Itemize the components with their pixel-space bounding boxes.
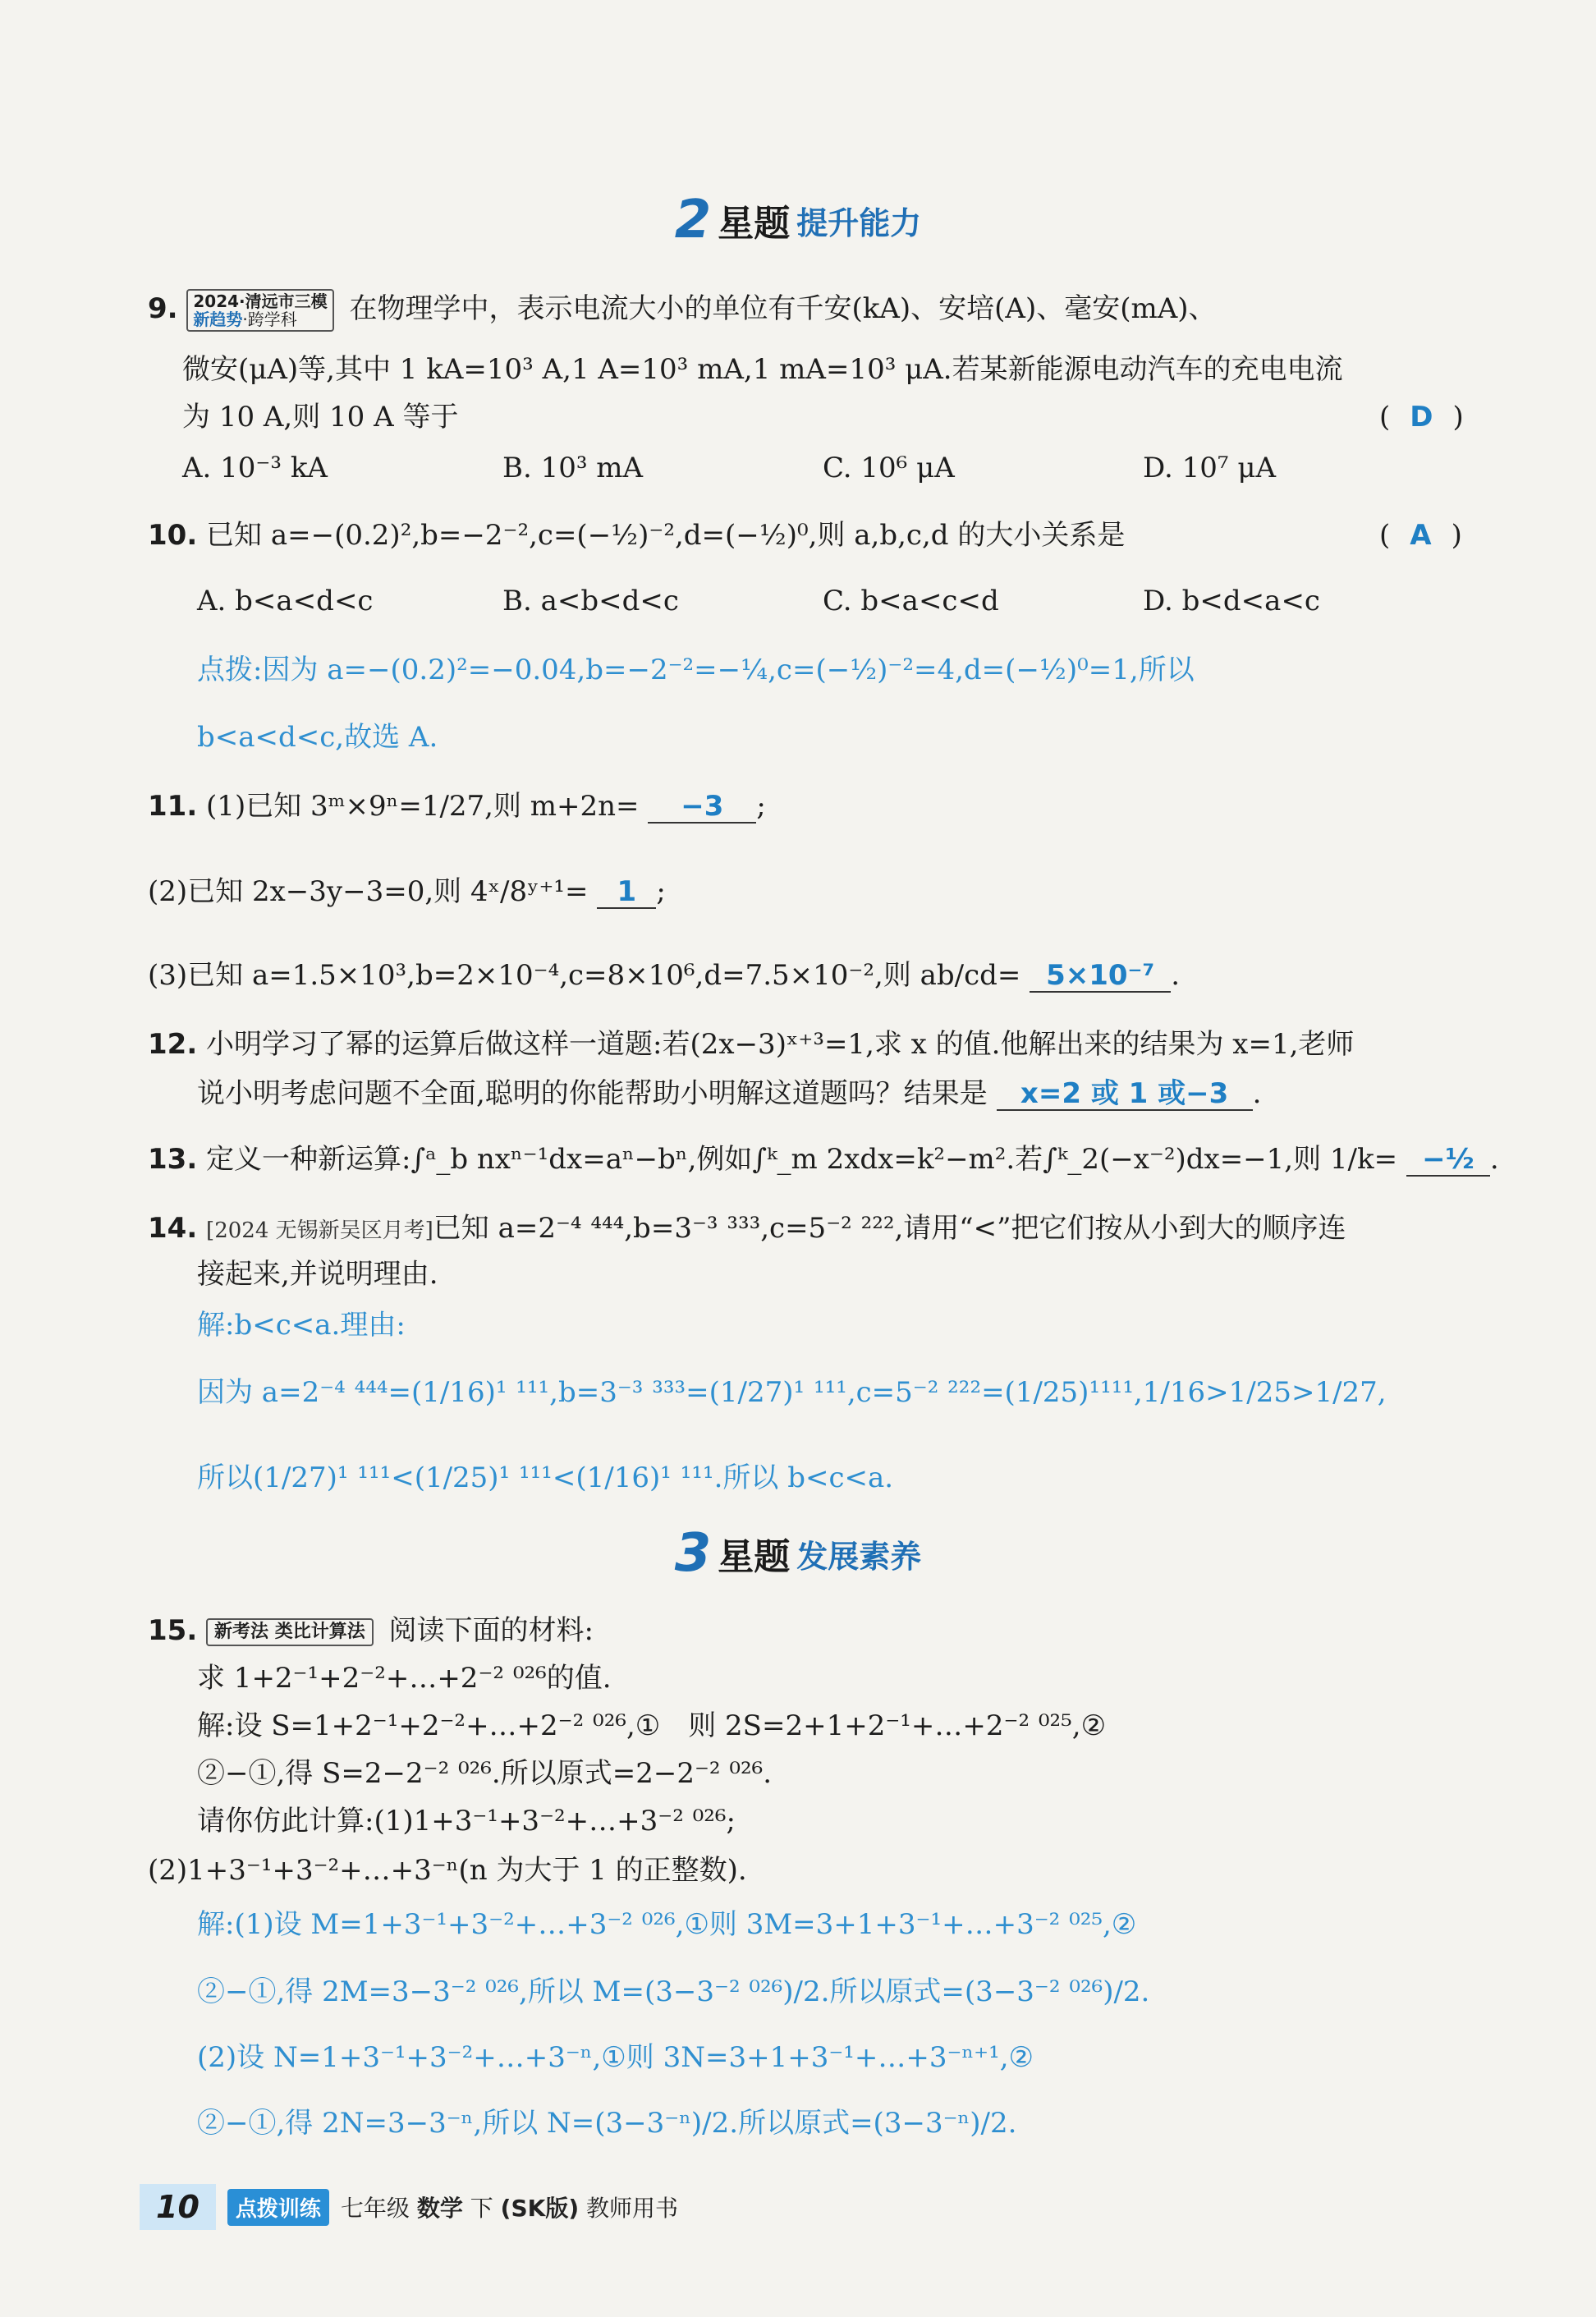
q14-solution-line1: 解:b<c<a.理由: xyxy=(197,1309,406,1342)
q11-answer2: 1 xyxy=(597,876,656,909)
q10-choice-b: B. a<b<d<c xyxy=(502,585,679,617)
section-number: 3 xyxy=(674,1523,712,1584)
q14-line1: 14. [2024 无锡新吴区月考]已知 a=2⁻⁴ ⁴⁴⁴,b=3⁻³ ³³³,c=5⁻² ²²²,请用“<”把它们按从小到大的顺序连 xyxy=(148,1212,1346,1245)
section-heading-2-star xyxy=(0,190,1596,250)
q10-choice-c: C. b<a<c<d xyxy=(823,585,999,617)
q13-answer: −½ xyxy=(1406,1144,1490,1177)
q15-line4: ②−①,得 S=2−2⁻² ⁰²⁶.所以原式=2−2⁻² ⁰²⁶. xyxy=(197,1757,773,1790)
q15-line2: 求 1+2⁻¹+2⁻²+…+2⁻² ⁰²⁶的值. xyxy=(197,1662,612,1695)
q10-answer-bracket: ( A ) xyxy=(1379,519,1462,552)
page-footer xyxy=(140,2184,678,2230)
q15-solution-line1: 解:(1)设 M=1+3⁻¹+3⁻²+…+3⁻² ⁰²⁶,①则 3M=3+1+3⁻¹+…+3⁻² ⁰²⁵,② xyxy=(197,1908,1137,1941)
q11-answer1: −3 xyxy=(648,791,756,824)
q9-choice-a: A. 10⁻³ kA xyxy=(182,452,328,484)
book-info: 七年级 数学 下 (SK版) 教师用书 xyxy=(340,2195,679,2222)
q12-line2: 说小明考虑问题不全面,聪明的你能帮助小明解这道题吗？结果是 x=2 或 1 或−3 . xyxy=(197,1077,1262,1110)
q15-line6: (2)1+3⁻¹+3⁻²+…+3⁻ⁿ(n 为大于 1 的正整数). xyxy=(148,1854,747,1887)
q11-answer3: 5×10⁻⁷ xyxy=(1030,960,1171,993)
q14-line2: 接起来,并说明理由. xyxy=(197,1258,438,1291)
q15-solution-line2: ②−①,得 2M=3−3⁻² ⁰²⁶,所以 M=(3−3⁻² ⁰²⁶)/2.所以原式=(3−3⁻² ⁰²⁶)/2. xyxy=(197,1975,1150,2008)
section-subtitle: 提升能力 xyxy=(796,204,922,241)
q11-part2: (2)已知 2x−3y−3=0,则 4ˣ/8ʸ⁺¹= 1 ; xyxy=(148,875,666,908)
q9-source-tag: 2024·清远市三模 新趋势·跨学科 xyxy=(186,289,333,332)
q10-stem: 10. 已知 a=−(0.2)²,b=−2⁻²,c=(−½)⁻²,d=(−½)⁰,则 a,b,c,d 的大小关系是 xyxy=(148,519,1126,552)
q15-method-tag: 新考法 类比计算法 xyxy=(206,1618,374,1646)
q10-hint-line1: 点拨:因为 a=−(0.2)²=−0.04,b=−2⁻²=−¼,c=(−½)⁻²=4,d=(−½)⁰=1,所以 xyxy=(197,654,1195,686)
q12-line1: 12. 小明学习了幂的运算后做这样一道题:若(2x−3)ˣ⁺³=1,求 x 的值.他解出来的结果为 x=1,老师 xyxy=(148,1028,1355,1061)
section-star-label: 星题 xyxy=(718,1536,791,1578)
q9-line1: 9. 2024·清远市三模 新趋势·跨学科 在物理学中，表示电流大小的单位有千安(kA)、安培(A)、毫安(mA)、 xyxy=(148,289,1217,332)
section-star-label: 星题 xyxy=(718,203,791,245)
q10-choice-a: A. b<a<d<c xyxy=(197,585,374,617)
question-number: 9. xyxy=(148,292,178,325)
q10-choice-d: D. b<d<a<c xyxy=(1143,585,1320,617)
section-number: 2 xyxy=(674,190,712,250)
section-heading-3-star xyxy=(0,1523,1596,1584)
q11-part3: (3)已知 a=1.5×10³,b=2×10⁻⁴,c=8×10⁶,d=7.5×10⁻²,则 ab/cd= 5×10⁻⁷ . xyxy=(148,959,1181,992)
q15-line1: 15. 新考法 类比计算法 阅读下面的材料: xyxy=(148,1614,594,1647)
brand-logo: 点拨训练 xyxy=(227,2189,329,2226)
q14-solution-line3: 所以(1/27)¹ ¹¹¹<(1/25)¹ ¹¹¹<(1/16)¹ ¹¹¹.所以 b<c<a. xyxy=(197,1461,894,1494)
q11-part1: 11. (1)已知 3ᵐ×9ⁿ=1/27,则 m+2n= −3 ; xyxy=(148,790,766,823)
q13-stem: 13. 定义一种新运算:∫ᵃ_b nxⁿ⁻¹dx=aⁿ−bⁿ,例如∫ᵏ_m 2xdx=k²−m².若∫ᵏ_2(−x⁻²)dx=−1,则 1/k= −½ . xyxy=(148,1143,1499,1176)
section-subtitle: 发展素养 xyxy=(796,1538,922,1575)
q14-solution-line2: 因为 a=2⁻⁴ ⁴⁴⁴=(1/16)¹ ¹¹¹,b=3⁻³ ³³³=(1/27)¹ ¹¹¹,c=5⁻² ²²²=(1/25)¹¹¹¹,1/16>1/25>1/27, xyxy=(197,1376,1387,1409)
q9-choice-d: D. 10⁷ μA xyxy=(1143,452,1277,484)
q9-line3: 为 10 A,则 10 A 等于 xyxy=(182,401,459,434)
q9-choice-c: C. 10⁶ μA xyxy=(823,452,955,484)
page-number: 10 xyxy=(140,2184,216,2230)
q9-answer-bracket: ( D ) xyxy=(1379,401,1464,434)
q14-source: [2024 无锡新吴区月考] xyxy=(206,1218,433,1243)
q12-answer: x=2 或 1 或−3 xyxy=(997,1078,1253,1111)
q15-solution-line4: ②−①,得 2N=3−3⁻ⁿ,所以 N=(3−3⁻ⁿ)/2.所以原式=(3−3⁻ⁿ)/2. xyxy=(197,2107,1017,2140)
q10-hint-line2: b<a<d<c,故选 A. xyxy=(197,721,438,754)
q15-solution-line3: (2)设 N=1+3⁻¹+3⁻²+…+3⁻ⁿ,①则 3N=3+1+3⁻¹+…+3⁻ⁿ⁺¹,② xyxy=(197,2041,1034,2074)
q9-choice-b: B. 10³ mA xyxy=(502,452,644,484)
q15-line5: 请你仿此计算:(1)1+3⁻¹+3⁻²+…+3⁻² ⁰²⁶; xyxy=(197,1805,736,1838)
q9-line2: 微安(μA)等,其中 1 kA=10³ A,1 A=10³ mA,1 mA=10³ μA.若某新能源电动汽车的充电电流 xyxy=(182,353,1343,386)
q15-line3: 解:设 S=1+2⁻¹+2⁻²+…+2⁻² ⁰²⁶,① 则 2S=2+1+2⁻¹+…+2⁻² ⁰²⁵,② xyxy=(197,1709,1107,1742)
